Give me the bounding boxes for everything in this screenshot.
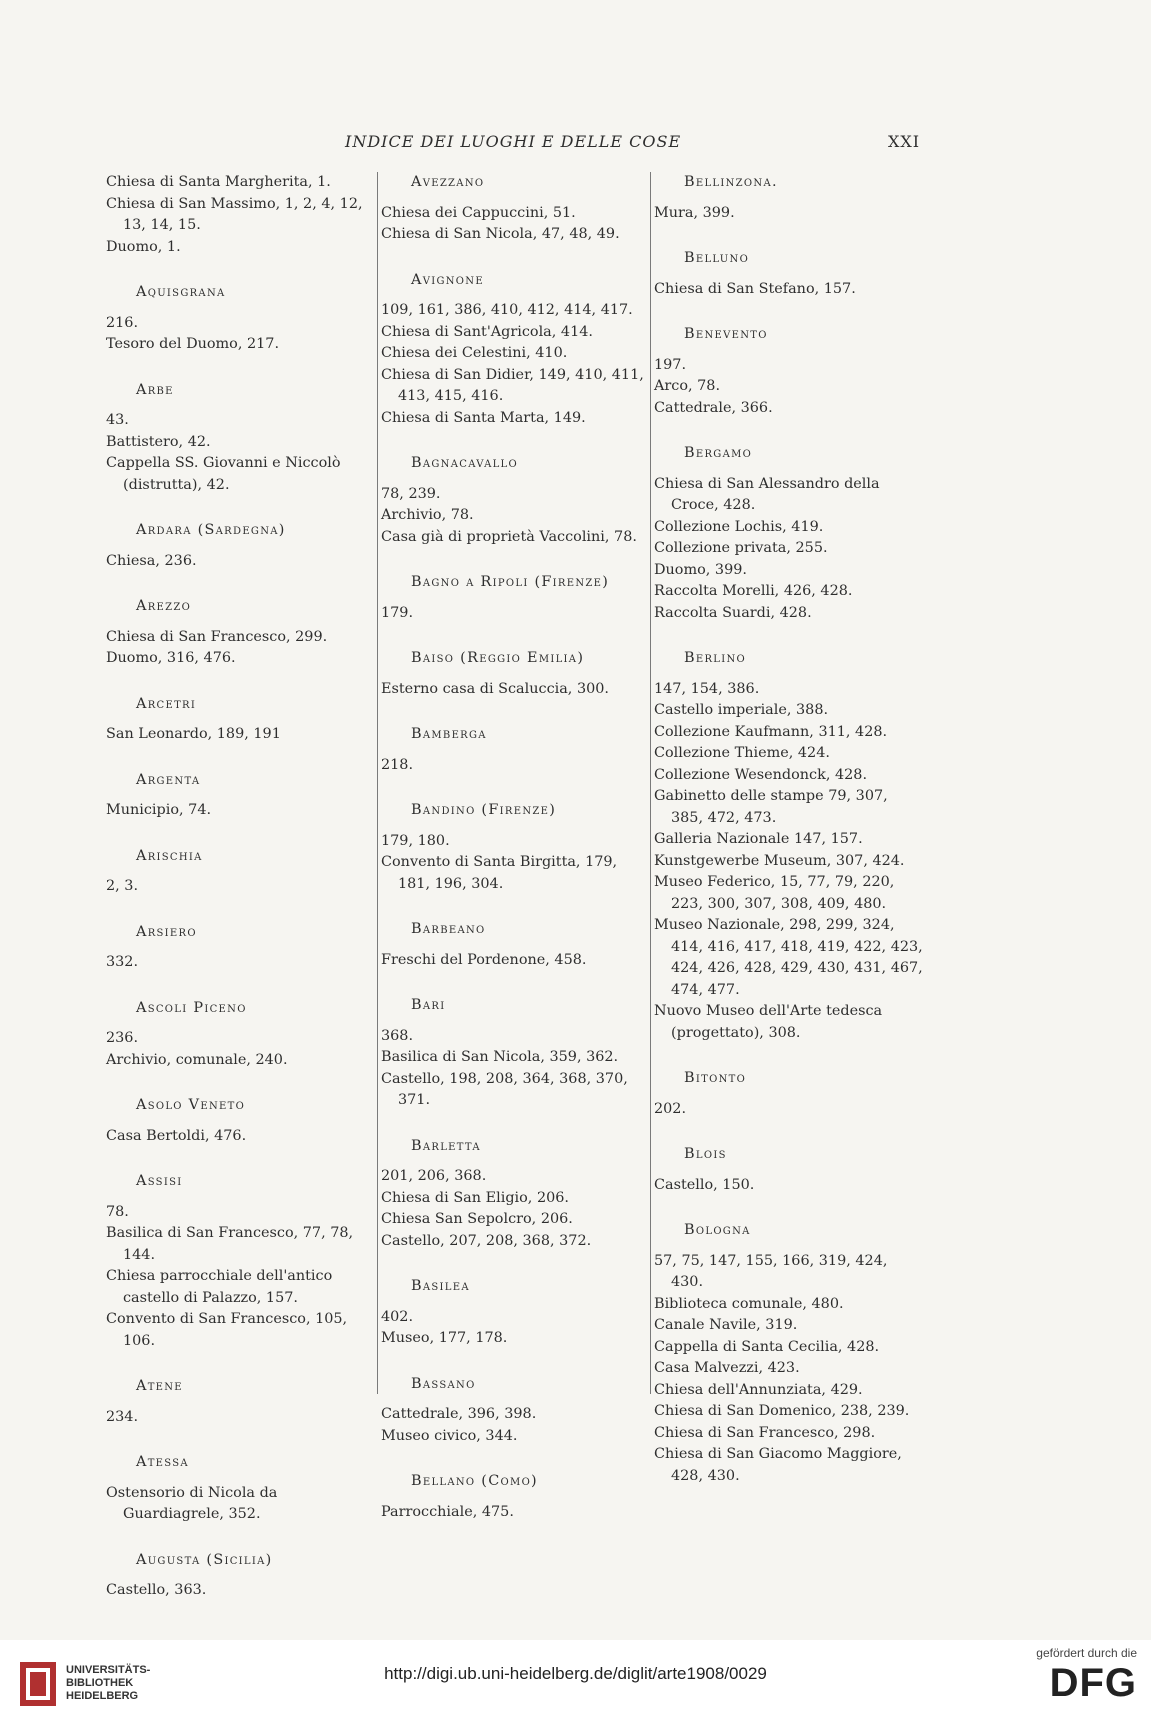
index-entry: Nuovo Museo dell'Arte tedesca (progettato), 308. (654, 1003, 883, 1041)
index-entry: Kunstgewerbe Museum, 307, 424. (654, 852, 905, 869)
index-entry: Basilica di San Francesco, 77, 78, 144. (106, 1225, 354, 1263)
index-entry: Collezione Wesendonck, 428. (654, 766, 868, 783)
index-entry: Cattedrale, 366. (654, 399, 773, 416)
index-entry: Chiesa di San Alessandro della Croce, 428. (654, 475, 880, 513)
index-entry: Chiesa di San Didier, 149, 410, 411, 413, 415, 416. (381, 366, 644, 404)
index-entry: Archivio, comunale, 240. (106, 1051, 288, 1068)
index-heading: Avezzano (411, 174, 485, 190)
index-entry: Arco, 78. (654, 378, 721, 394)
sponsor-block (1011, 1646, 1137, 1706)
index-heading: Basilea (411, 1278, 470, 1294)
index-column-1 (106, 172, 372, 1602)
index-entry: 218. (381, 756, 414, 773)
index-heading: Arsiero (136, 923, 197, 940)
index-entry: 2, 3. (106, 878, 139, 894)
index-entry: 234. (106, 1408, 139, 1425)
index-heading: Bellinzona. (684, 174, 778, 190)
index-heading: Arischia (136, 847, 203, 864)
index-entry: Chiesa di San Massimo, 1, 2, 4, 12, 13, 14, 15. (106, 195, 363, 233)
running-title: INDICE DEI LUOGHI E DELLE COSE (345, 132, 682, 151)
index-entry: Chiesa dei Celestini, 410. (381, 345, 568, 361)
index-entry: Ostensorio di Nicola da Guardiagrele, 352. (106, 1484, 278, 1522)
index-heading: Argenta (136, 771, 201, 788)
index-heading: Bergamo (684, 445, 753, 461)
index-entry: 368. (381, 1027, 414, 1044)
index-entry: 236. (106, 1030, 139, 1046)
index-entry: Collezione Kaufmann, 311, 428. (654, 723, 888, 740)
index-entry: Chiesa di San Stefano, 157. (654, 280, 856, 297)
index-entry: Cappella SS. Giovanni e Niccolò (distrutta), 42. (106, 455, 341, 493)
index-entry: 179, 180. (381, 832, 450, 849)
index-entry: Museo civico, 344. (381, 1427, 518, 1444)
page-header (0, 132, 1151, 162)
index-entry: Chiesa di San Nicola, 47, 48, 49. (381, 226, 620, 242)
index-column-3 (654, 172, 924, 1487)
index-entry: Galleria Nazionale 147, 157. (654, 831, 863, 847)
index-heading: Bandino (Firenze) (411, 802, 557, 818)
index-entry: Collezione Thieme, 424. (654, 745, 830, 761)
index-heading: Ardara (Sardegna) (136, 522, 286, 538)
index-heading: Aquisgrana (136, 284, 226, 300)
index-entry: Duomo, 399. (654, 561, 747, 578)
index-heading: Bagnacavallo (411, 455, 518, 471)
index-entry: Convento di Santa Birgitta, 179, 181, 196, 304. (381, 854, 618, 892)
index-heading: Blois (684, 1146, 727, 1162)
index-entry: Museo, 177, 178. (381, 1330, 508, 1346)
index-heading: Baiso (Reggio Emilia) (411, 650, 585, 666)
index-heading: Arcetri (136, 695, 197, 712)
index-entry: 147, 154, 386. (654, 680, 760, 697)
index-entry: Chiesa, 236. (106, 552, 197, 569)
index-heading: Barletta (411, 1137, 481, 1154)
index-entry: Museo Nazionale, 298, 299, 324, 414, 416, 417, 418, 419, 422, 423, 424, 426, 428, 429, 430, 431, 467, 474, 477. (654, 917, 923, 998)
library-name-line: UNIVERSITÄTS- (66, 1664, 151, 1676)
index-entry: Convento di San Francesco, 105, 106. (106, 1311, 348, 1349)
index-heading: Atene (136, 1378, 183, 1394)
index-entry: Tesoro del Duomo, 217. (106, 336, 280, 352)
index-entry: Canale Navile, 319. (654, 1317, 798, 1333)
index-entry: San Leonardo, 189, 191 (106, 726, 281, 742)
index-entry: Parrocchiale, 475. (381, 1503, 514, 1520)
index-entry: Battistero, 42. (106, 433, 211, 450)
index-heading: Arbe (136, 381, 174, 398)
index-heading: Atessa (136, 1454, 189, 1470)
footer-bar (0, 1640, 1151, 1721)
index-heading: Arezzo (136, 598, 192, 614)
index-heading: Ascoli Piceno (136, 999, 247, 1016)
index-entry: Castello, 150. (654, 1176, 755, 1193)
index-entry: Biblioteca comunale, 480. (654, 1295, 844, 1312)
index-entry: Chiesa di Sant'Agricola, 414. (381, 323, 593, 340)
library-name-line: BIBLIOTHEK (66, 1677, 134, 1689)
index-heading: Bassano (411, 1375, 476, 1392)
index-heading: Benevento (684, 326, 768, 342)
index-entry: 201, 206, 368. (381, 1168, 487, 1184)
index-heading: Avignone (411, 271, 484, 288)
index-entry: Raccolta Suardi, 428. (654, 604, 812, 621)
index-entry: Chiesa di San Giacomo Maggiore, 428, 430. (654, 1446, 902, 1484)
index-heading: Assisi (136, 1173, 183, 1189)
index-entry: Castello, 198, 208, 364, 368, 370, 371. (381, 1070, 628, 1108)
index-entry: Cappella di Santa Cecilia, 428. (654, 1338, 880, 1355)
index-heading: Belluno (684, 250, 750, 266)
index-heading: Bologna (684, 1222, 751, 1238)
sponsor-note: gefördert durch die (1036, 1646, 1137, 1660)
index-entry: Chiesa di San Domenico, 238, 239. (654, 1403, 910, 1419)
index-entry: 216. (106, 314, 139, 331)
index-entry: Collezione privata, 255. (654, 540, 828, 556)
index-entry: Duomo, 1. (106, 238, 181, 255)
index-entry: 179. (381, 604, 414, 621)
index-entry: Esterno casa di Scaluccia, 300. (381, 680, 610, 697)
index-entry: Castello, 207, 208, 368, 372. (381, 1232, 592, 1249)
index-entry: Municipio, 74. (106, 802, 212, 818)
index-entry: Chiesa parrocchiale dell'antico castello di Palazzo, 157. (106, 1268, 333, 1306)
index-entry: 202. (654, 1100, 687, 1117)
index-heading: Barbeano (411, 921, 486, 937)
index-entry: Collezione Lochis, 419. (654, 518, 824, 535)
index-heading: Bamberga (411, 726, 487, 742)
index-entry: Raccolta Morelli, 426, 428. (654, 583, 853, 599)
index-entry: Castello imperiale, 388. (654, 702, 829, 718)
index-entry: Chiesa dei Cappuccini, 51. (381, 204, 576, 221)
index-heading: Bari (411, 997, 446, 1013)
index-entry: 332. (106, 954, 139, 970)
library-name-line: HEIDELBERG (66, 1690, 139, 1702)
index-entry: Archivio, 78. (381, 507, 474, 523)
index-entry: Chiesa di San Eligio, 206. (381, 1189, 569, 1206)
column-divider (650, 172, 651, 1394)
index-entry: Chiesa di San Francesco, 299. (106, 628, 328, 645)
index-entry: Museo Federico, 15, 77, 79, 220, 223, 300, 307, 308, 409, 480. (654, 874, 895, 912)
index-entry: 109, 161, 386, 410, 412, 414, 417. (381, 302, 633, 318)
index-entry: Castello, 363. (106, 1582, 207, 1598)
index-column-2 (381, 172, 649, 1523)
index-entry: Mura, 399. (654, 204, 735, 221)
index-heading: Bagno a Ripoli (Firenze) (411, 574, 610, 590)
index-heading: Augusta (Sicilia) (136, 1551, 273, 1568)
page-number: XXI (888, 132, 921, 151)
index-entry: Chiesa di San Francesco, 298. (654, 1424, 876, 1441)
index-entry: 57, 75, 147, 155, 166, 319, 424, 430. (654, 1252, 888, 1290)
index-entry: 78, 239. (381, 485, 441, 502)
source-url-link[interactable]: http://digi.ub.uni-heidelberg.de/diglit/arte1908/0029 (384, 1664, 767, 1683)
index-entry: Gabinetto delle stampe 79, 307, 385, 472, 473. (654, 788, 888, 826)
index-heading: Bellano (Como) (411, 1473, 538, 1489)
index-heading: Berlino (684, 650, 747, 666)
index-heading: Bitonto (684, 1070, 747, 1086)
index-entry: Freschi del Pordenone, 458. (381, 951, 587, 968)
column-divider (377, 172, 378, 1394)
index-entry: Chiesa di Santa Marta, 149. (381, 409, 586, 426)
index-entry: Cattedrale, 396, 398. (381, 1406, 537, 1422)
index-entry: 43. (106, 412, 129, 428)
index-entry: Casa Malvezzi, 423. (654, 1360, 800, 1376)
index-entry: 78. (106, 1203, 129, 1220)
index-entry: Casa Bertoldi, 476. (106, 1127, 247, 1144)
index-entry: 197. (654, 356, 687, 373)
index-entry: Chiesa San Sepolcro, 206. (381, 1211, 573, 1227)
index-entry: Chiesa di Santa Margherita, 1. (106, 174, 331, 190)
index-entry: Basilica di San Nicola, 359, 362. (381, 1049, 619, 1065)
index-entry: 402. (381, 1308, 414, 1325)
index-heading: Asolo Veneto (136, 1097, 246, 1113)
index-entry: Chiesa dell'Annunziata, 429. (654, 1381, 863, 1398)
index-entry: Casa già di proprietà Vaccolini, 78. (381, 528, 637, 545)
dfg-logo: DFG (1049, 1661, 1137, 1705)
index-entry: Duomo, 316, 476. (106, 650, 236, 666)
